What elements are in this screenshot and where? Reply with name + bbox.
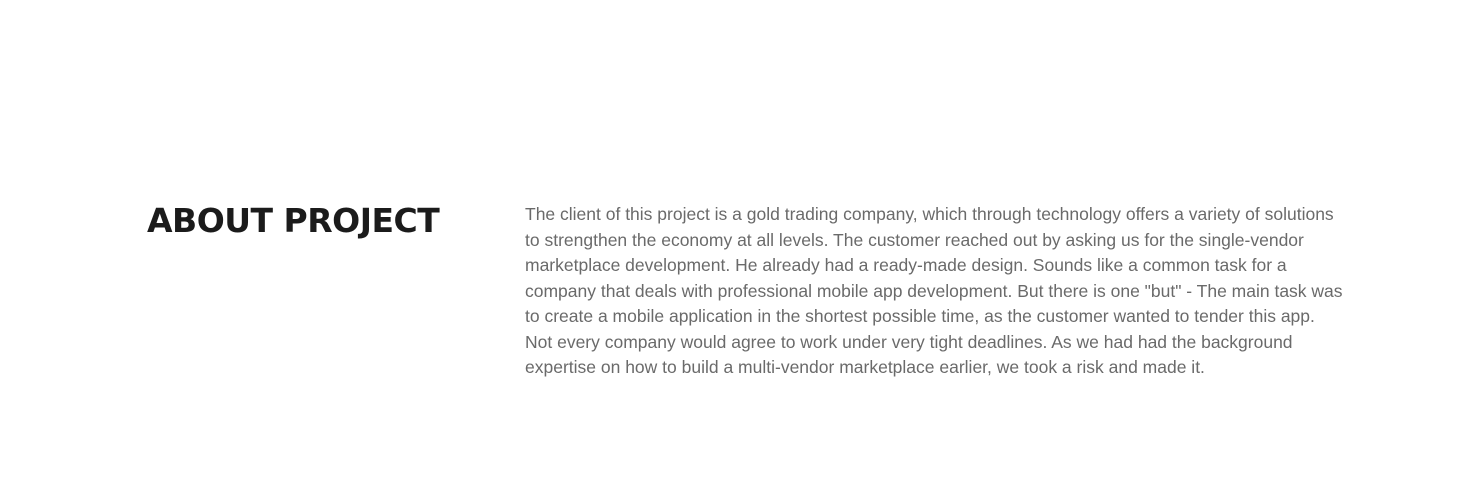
section-title: ABOUT PROJECT [147,201,440,240]
section-description: The client of this project is a gold trading company, which through technology offers a variety of solutions to strengthen the economy at all levels. The customer reached out by asking us for the single-vendor marketplace development. He already had a ready-made design. Sounds like a common task for a company that deals with professional mobile app development. But there is one "but" - The main task was to create a mobile application in the shortest possible time, as the customer wanted to tender this app. Not every company would agree to work under very tight deadlines. As we had had the background expertise on how to build a multi-vendor marketplace earlier, we took a risk and made it. [525,204,1343,377]
